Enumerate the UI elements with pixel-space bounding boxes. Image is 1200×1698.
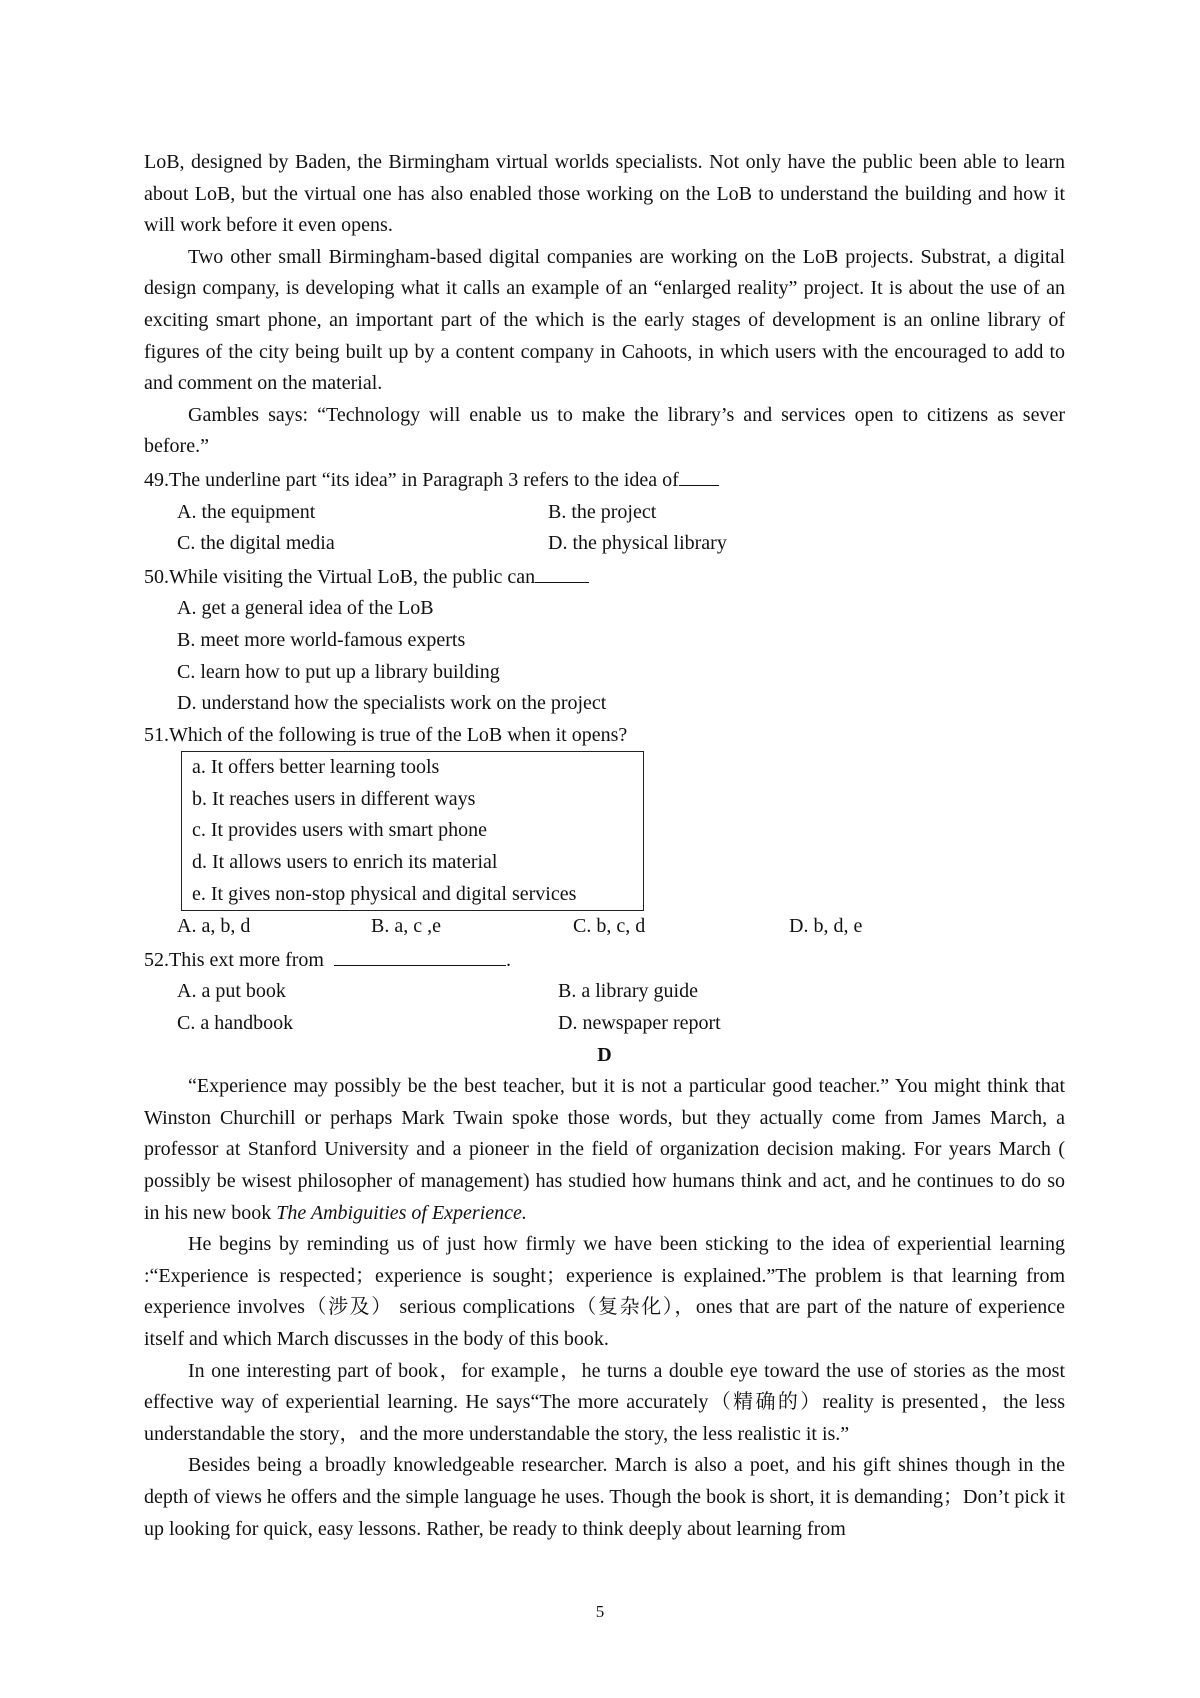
option-c: C. the digital media	[177, 532, 335, 555]
question-52-stem: 52.This ext more from	[144, 948, 324, 971]
statement-box	[181, 751, 644, 911]
option-a: A. a, b, d	[177, 915, 251, 938]
option-d: D. understand how the specialists work on the project	[177, 692, 607, 715]
question-51	[144, 720, 1065, 752]
option-d: D. the physical library	[548, 532, 727, 555]
section-heading-d: D	[597, 1043, 612, 1066]
option-b: B. a library guide	[558, 980, 698, 1003]
option-a: A. a put book	[177, 980, 286, 1003]
answer-blank	[535, 560, 589, 583]
statement-e: e. It gives non-stop physical and digital services	[192, 882, 577, 905]
book-title: The Ambiguities of Experience.	[276, 1201, 527, 1224]
section-d-paragraph-4: Besides being a broadly knowledgeable researcher. March is also a poet, and his gift shines though in the depth of views he offers and the simple language he uses. Though the book is short, it is demanding；Don’t pick it up looking for quick, easy lessons. Rather, be ready to think deeply about learning from	[144, 1454, 1065, 1540]
answer-blank	[679, 463, 719, 486]
question-52-stem-end: .	[505, 948, 511, 971]
option-c: C. b, c, d	[573, 915, 646, 938]
question-49	[144, 463, 1065, 497]
question-49-options	[177, 497, 1065, 560]
question-52	[144, 943, 1065, 977]
option-d: D. newspaper report	[558, 1012, 721, 1035]
statement-box-wrapper	[181, 751, 1065, 911]
passage-c-paragraph-2: Two other small Birmingham-based digital companies are working on the LoB projects. Substrat, a digital design company, is developing what it calls an example of an “enlarged reality” project. It is about the use of an exciting smart phone, an important part of the which is the early stages of development is an online library of figures of the city being built up by a content company in Cahoots, in which users with the encouraged to add to and comment on the material.	[144, 245, 1065, 395]
option-a: A. the equipment	[177, 500, 316, 523]
statement-c: c. It provides users with smart phone	[192, 819, 487, 842]
statement-d: d. It allows users to enrich its material	[192, 851, 498, 874]
question-52-options	[177, 976, 1065, 1039]
option-b: B. meet more world-famous experts	[177, 628, 466, 651]
page-number: 5	[595, 1602, 605, 1621]
statement-a: a. It offers better learning tools	[192, 756, 440, 779]
question-51-stem: 51.Which of the following is true of the LoB when it opens?	[144, 723, 628, 746]
question-50-options	[177, 593, 1065, 719]
exam-page	[144, 147, 1065, 1545]
answer-blank	[334, 943, 506, 966]
passage-c-paragraph-1-end: LoB, designed by Baden, the Birmingham virtual worlds specialists. Not only have the public been able to learn about LoB, but the virtual one has also enabled those working on the LoB to understand the building and how it will work before it even opens.	[144, 151, 1065, 237]
section-d-paragraph-1	[144, 1071, 1065, 1229]
question-49-stem: 49.The underline part “its idea” in Paragraph 3 refers to the idea of	[144, 468, 679, 491]
passage-c-paragraph-3: Gambles says: “Technology will enable us to make the library’s and services open to citizens as sever before.”	[144, 403, 1065, 458]
option-c: C. learn how to put up a library building	[177, 660, 500, 683]
option-b: B. the project	[548, 500, 657, 523]
section-d-paragraph-2: He begins by reminding us of just how firmly we have been sticking to the idea of experiential learning :“Experience is respected；experience is sought；experience is explained.”The problem is that learning from experience involves（涉及） serious complications（复杂化），ones that are part of the nature of experience itself and which March discusses in the body of this book.	[144, 1233, 1065, 1350]
question-51-options	[177, 911, 1065, 943]
statement-b: b. It reaches users in different ways	[192, 787, 476, 810]
section-d-paragraph-1-text: “Experience may possibly be the best teacher, but it is not a particular good teacher.” You might think that Winston Churchill or perhaps Mark Twain spoke those words, but they actually come from James March, a professor at Stanford University and a pioneer in the field of organization decision making. For years March ( possibly be wisest philosopher of management) has studied how humans think and act, and he continues to do so in his new book	[144, 1075, 1065, 1224]
question-50	[144, 560, 1065, 594]
section-d-paragraph-3: In one interesting part of book，for example，he turns a double eye toward the use of stories as the most effective way of experiential learning. He says“The more accurately（精确的）reality is presented，the less understandable the story，and the more understandable the story, the less realistic it is.”	[144, 1359, 1065, 1445]
option-b: B. a, c ,e	[371, 915, 441, 938]
question-50-stem: 50.While visiting the Virtual LoB, the public can	[144, 565, 536, 588]
option-c: C. a handbook	[177, 1012, 294, 1035]
option-d: D. b, d, e	[789, 915, 863, 938]
option-a: A. get a general idea of the LoB	[177, 597, 434, 620]
